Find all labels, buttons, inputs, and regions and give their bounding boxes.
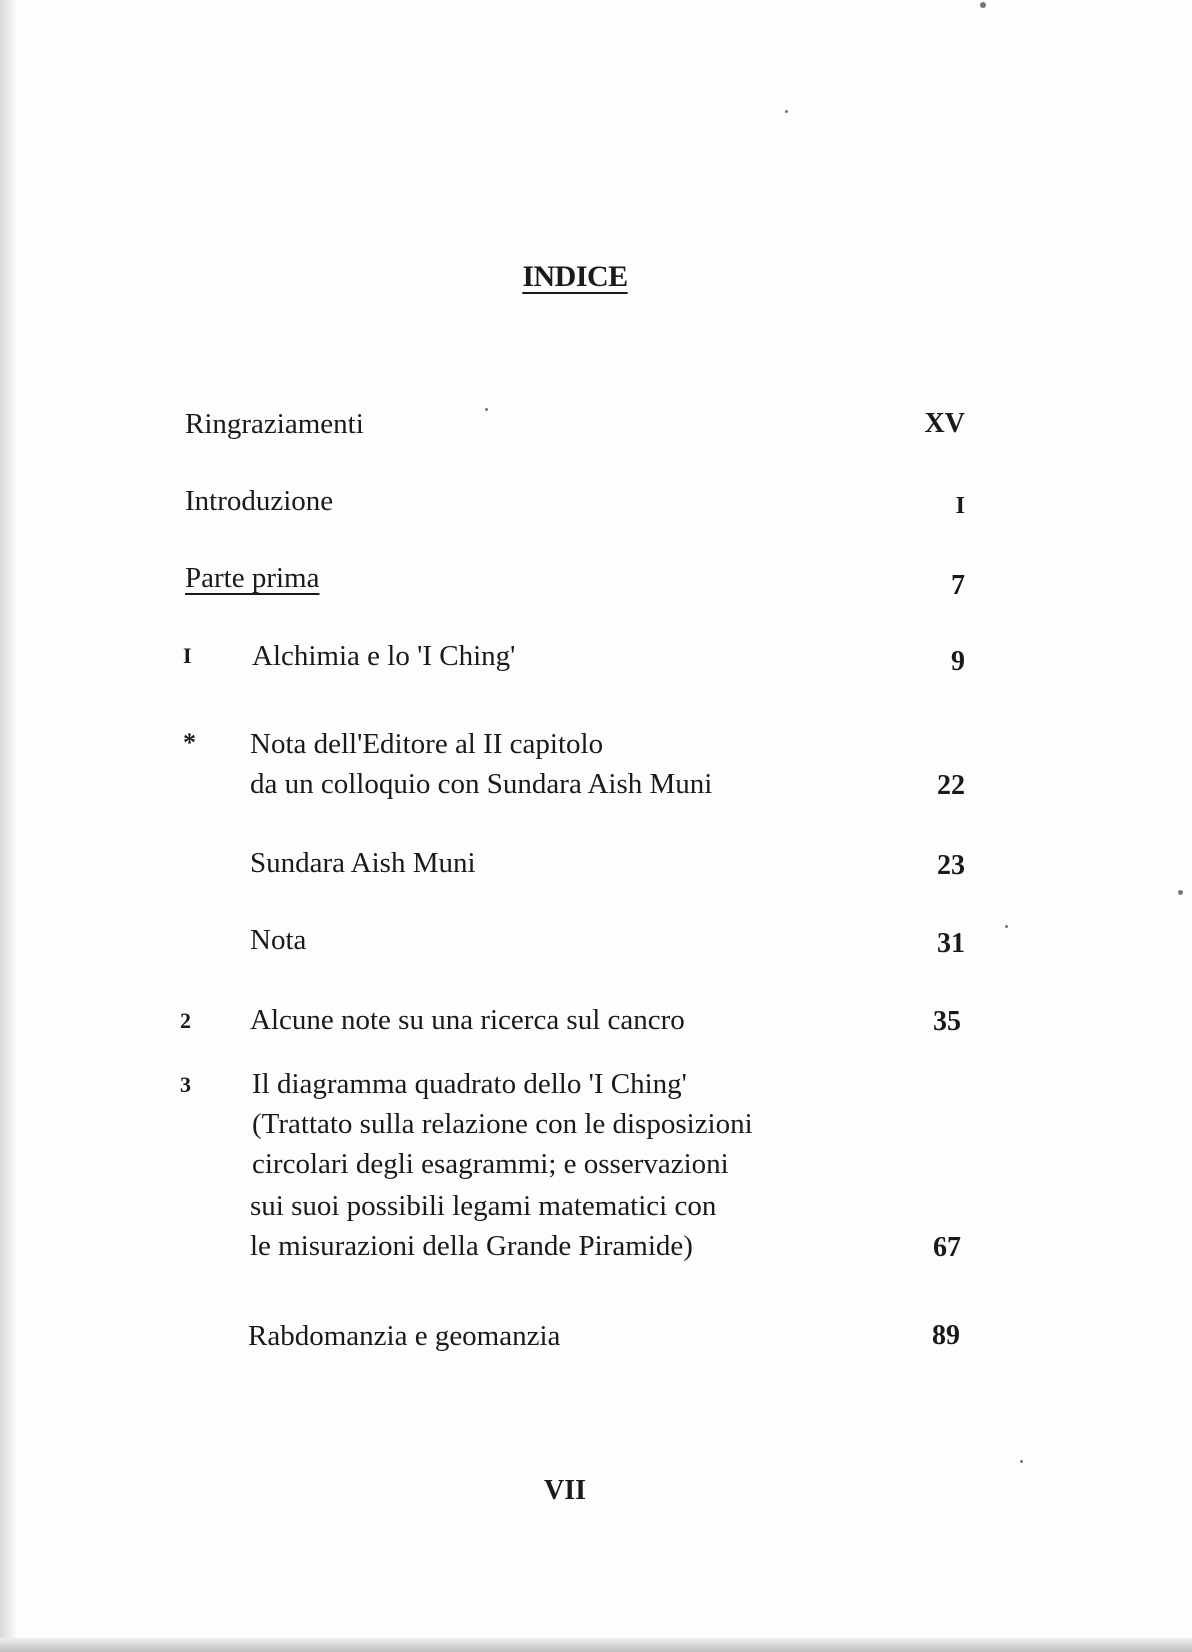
toc-entry-rabdomanzia: Rabdomanzia e geomanzia xyxy=(248,1320,561,1352)
toc-page-introduzione: I xyxy=(955,493,965,519)
toc-entry-introduzione: Introduzione xyxy=(185,485,334,517)
toc-marker-alchimia: I xyxy=(183,643,192,668)
toc-entry-nota: Nota xyxy=(250,924,307,956)
toc-entry-alchimia: Alchimia e lo 'I Ching' xyxy=(252,640,516,672)
toc-entry-parte-prima: Parte prima xyxy=(185,562,320,594)
scan-speck xyxy=(785,110,788,113)
toc-marker-nota-editore: * xyxy=(183,728,196,757)
toc-title-text: INDICE xyxy=(522,260,628,293)
toc-page-sundara: 23 xyxy=(937,850,965,881)
toc-page-alchimia: 9 xyxy=(951,646,965,677)
scan-speck xyxy=(980,2,986,8)
toc-entry-ringraziamenti: Ringraziamenti xyxy=(185,408,364,440)
toc-entry-sundara: Sundara Aish Muni xyxy=(250,847,476,879)
toc-page-ringraziamenti: XV xyxy=(924,408,965,439)
toc-entry-nota-editore-line-2: da un colloquio con Sundara Aish Muni xyxy=(250,768,713,800)
toc-page-nota-editore: 22 xyxy=(937,770,965,801)
toc-entry-cancro: Alcune note su una ricerca sul cancro xyxy=(250,1004,685,1036)
toc-entry-diagramma-line-2: (Trattato sulla relazione con le disposizioni xyxy=(252,1108,753,1140)
toc-marker-diagramma: 3 xyxy=(180,1072,191,1097)
scan-speck xyxy=(485,408,488,411)
toc-marker-cancro: 2 xyxy=(180,1008,191,1033)
scan-speck xyxy=(1178,890,1183,895)
toc-entry-diagramma-line-5: le misurazioni della Grande Piramide) xyxy=(250,1230,693,1262)
toc-page-rabdomanzia: 89 xyxy=(932,1320,960,1351)
toc-entry-nota-editore-line-1: Nota dell'Editore al II capitolo xyxy=(250,728,604,760)
toc-page-nota: 31 xyxy=(937,928,965,959)
toc-page-diagramma: 67 xyxy=(933,1232,961,1263)
toc-page-cancro: 35 xyxy=(933,1006,961,1037)
scan-speck xyxy=(1005,925,1008,928)
toc-entry-diagramma-line-1: Il diagramma quadrato dello 'I Ching' xyxy=(252,1068,687,1100)
page-folio: VII xyxy=(543,1475,586,1506)
scan-speck xyxy=(1020,1460,1023,1463)
toc-entry-diagramma-line-3: circolari degli esagrammi; e osservazioni xyxy=(252,1148,729,1180)
toc-page-parte-prima: 7 xyxy=(951,570,965,601)
toc-entry-diagramma-line-4: sui suoi possibili legami matematici con xyxy=(250,1190,717,1222)
